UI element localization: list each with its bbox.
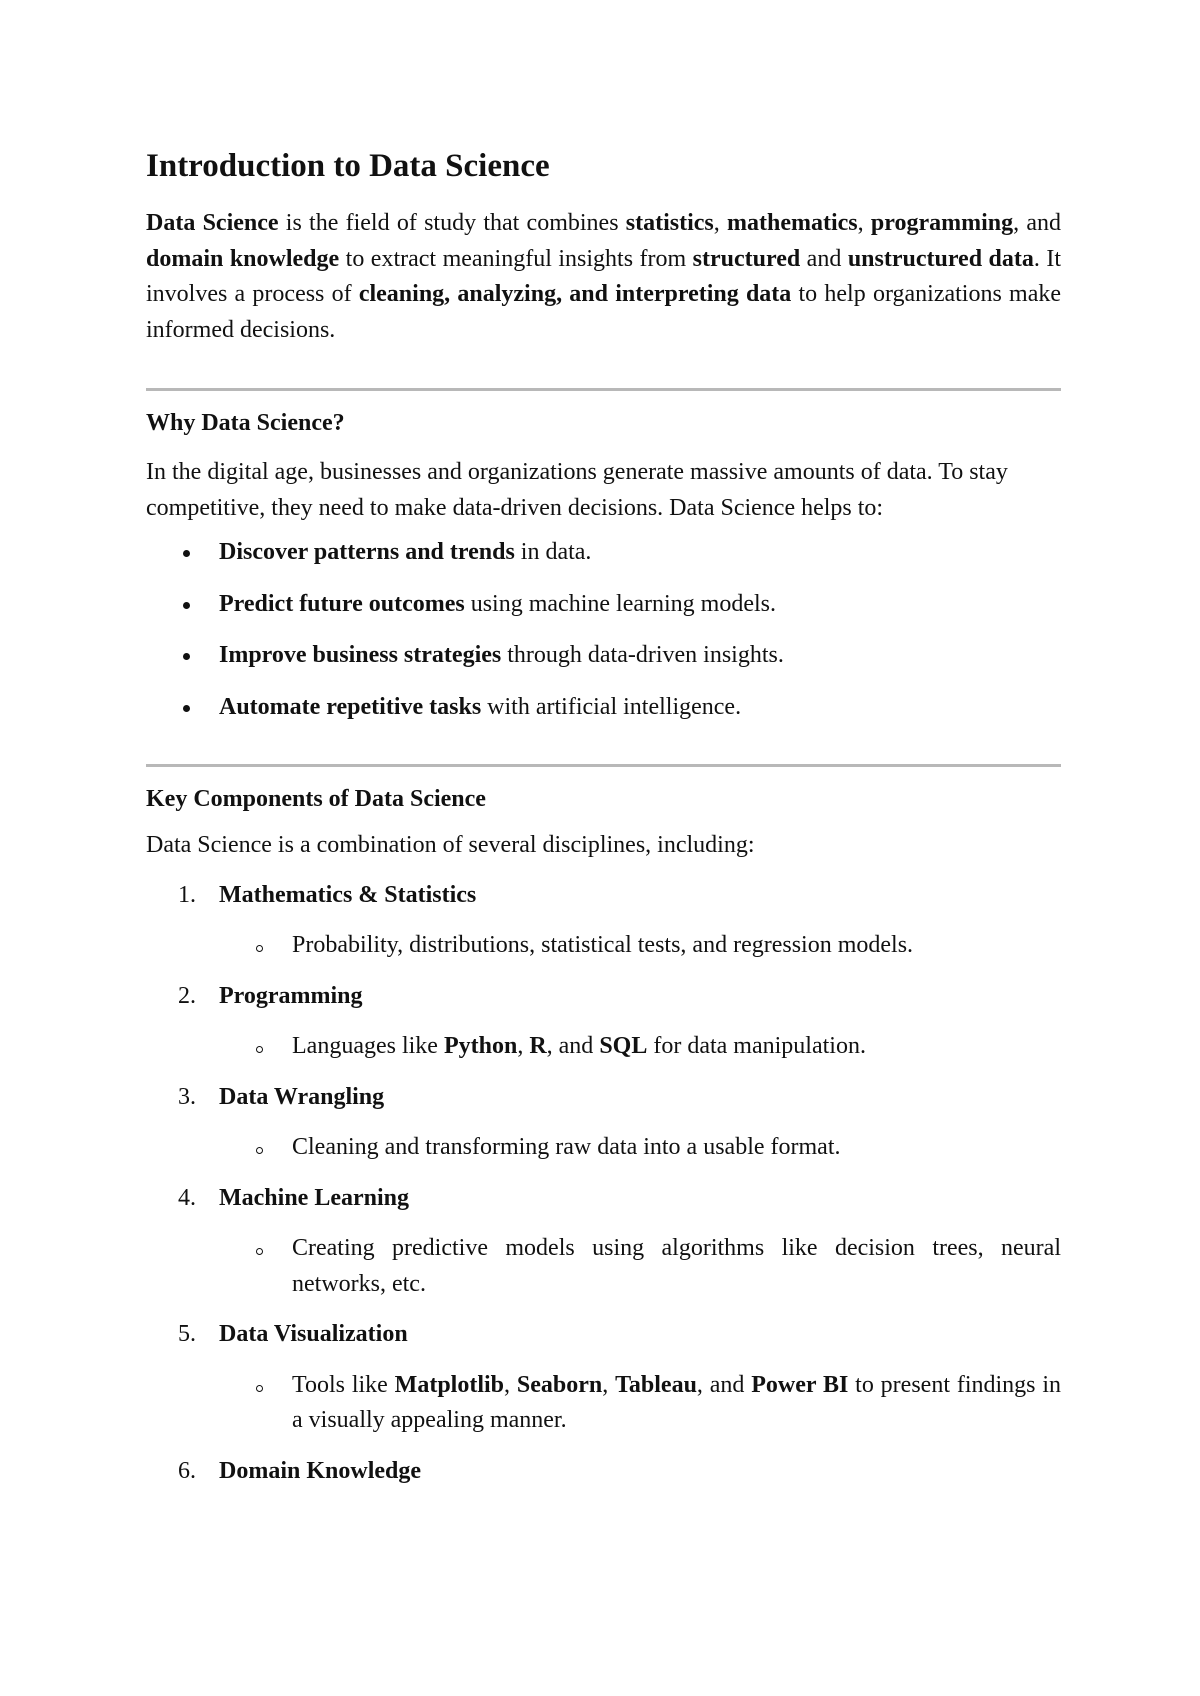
sub-item-text: , xyxy=(504,1371,517,1398)
sub-list-item xyxy=(219,928,1061,964)
sub-item-bold: Matplotlib xyxy=(394,1371,505,1398)
bullet-icon xyxy=(183,705,190,712)
item-label: Programming xyxy=(219,982,363,1009)
list-item xyxy=(146,638,1061,674)
sub-item-text: , xyxy=(517,1033,530,1059)
sub-item-text: Tools like xyxy=(292,1371,395,1398)
sub-item-bold: Python xyxy=(443,1033,518,1059)
key-components-list xyxy=(146,878,1061,1490)
sub-list-item xyxy=(219,1130,1061,1166)
intro-text: . It involves a process of xyxy=(146,245,1062,307)
sub-item-text: for data manipulation. xyxy=(647,1033,866,1059)
intro-text: unstructured data xyxy=(847,245,1034,272)
intro-text: domain knowledge xyxy=(146,245,340,272)
page-title: Introduction to Data Science xyxy=(146,148,550,184)
numbered-item xyxy=(146,1317,1061,1439)
sub-list xyxy=(219,1029,1061,1065)
numbered-item xyxy=(146,1181,1061,1303)
numbered-item xyxy=(146,1080,1061,1166)
sub-item-text: Cleaning and transforming raw data into a usable format. xyxy=(292,1134,841,1160)
item-number: 4. xyxy=(178,1184,196,1211)
list-item-bold: Automate repetitive tasks xyxy=(219,693,482,720)
bullet-icon xyxy=(183,602,190,609)
sub-list-item xyxy=(219,1029,1061,1065)
section-divider xyxy=(146,764,1061,767)
intro-text: to help organizations make informed decisions. xyxy=(146,281,1061,343)
intro-text: , xyxy=(857,210,871,236)
sub-item-bold: R xyxy=(529,1033,547,1059)
why-paragraph: In the digital age, businesses and organizations generate massive amounts of data. To stay competitive, they need to make data-driven decisions. Data Science helps to: xyxy=(146,459,1008,521)
bullet-icon xyxy=(183,550,190,557)
circle-bullet-icon xyxy=(256,1046,263,1053)
document-content xyxy=(146,138,1061,1504)
intro-text: statistics xyxy=(625,210,714,236)
sub-item-bold: Seaborn xyxy=(516,1371,603,1398)
numbered-item xyxy=(146,878,1061,964)
sub-item-text: , and xyxy=(546,1033,600,1059)
item-number: 6. xyxy=(178,1457,196,1484)
item-label: Machine Learning xyxy=(219,1184,409,1211)
item-number: 2. xyxy=(178,982,196,1009)
sub-item-text: to present findings in a visually appealing manner. xyxy=(292,1371,1062,1433)
intro-text: mathematics xyxy=(727,210,858,236)
sub-list xyxy=(219,1368,1061,1439)
intro-text: is the field of study that combines xyxy=(278,210,626,236)
list-item-text: using machine learning models. xyxy=(464,590,776,617)
sub-list-item xyxy=(219,1368,1061,1439)
sub-list xyxy=(219,1231,1061,1302)
intro-text: Data Science xyxy=(146,210,279,236)
sub-item-bold: Tableau xyxy=(615,1371,697,1398)
list-item-text: in data. xyxy=(514,539,592,565)
intro-text: , and xyxy=(1013,210,1062,236)
list-item-bold: Predict future outcomes xyxy=(219,590,465,617)
item-label: Mathematics & Statistics xyxy=(219,881,477,908)
sub-item-text: Probability, distributions, statistical tests, and regression models. xyxy=(292,932,914,958)
intro-paragraph xyxy=(146,206,1061,348)
list-item xyxy=(146,535,1061,571)
circle-bullet-icon xyxy=(256,1147,263,1154)
sub-item-bold: SQL xyxy=(599,1033,648,1059)
list-item-text: with artificial intelligence. xyxy=(481,693,742,720)
sub-item-text: Languages like xyxy=(292,1033,444,1059)
numbered-item xyxy=(146,979,1061,1065)
item-number: 3. xyxy=(178,1083,196,1110)
intro-text: structured xyxy=(692,245,801,272)
sub-list xyxy=(219,1130,1061,1166)
sub-item-text: , xyxy=(602,1371,616,1398)
item-label: Data Wrangling xyxy=(219,1083,385,1110)
list-item xyxy=(146,587,1061,623)
intro-text: to extract meaningful insights from xyxy=(339,245,693,272)
numbered-item xyxy=(146,1454,1061,1490)
list-item-text: through data-driven insights. xyxy=(501,642,784,668)
list-item xyxy=(146,690,1061,726)
intro-text: programming xyxy=(870,210,1014,236)
list-item-bold: Improve business strategies xyxy=(219,642,502,668)
circle-bullet-icon xyxy=(256,1385,263,1392)
sub-item-text: , and xyxy=(696,1371,752,1398)
sub-list xyxy=(219,928,1061,964)
list-item-bold: Discover patterns and trends xyxy=(219,539,515,565)
item-number: 5. xyxy=(178,1321,196,1347)
key-components-heading: Key Components of Data Science xyxy=(146,786,486,812)
sub-item-bold: Power BI xyxy=(751,1371,849,1398)
item-label: Data Visualization xyxy=(219,1321,408,1347)
circle-bullet-icon xyxy=(256,945,263,952)
sub-item-text: Creating predictive models using algorithms like decision trees, neural networks, etc. xyxy=(292,1235,1061,1297)
sub-list-item xyxy=(219,1231,1061,1302)
item-label: Domain Knowledge xyxy=(219,1457,422,1484)
intro-text: cleaning, analyzing, and interpreting data xyxy=(358,281,792,307)
circle-bullet-icon xyxy=(256,1248,263,1255)
bullet-icon xyxy=(183,653,190,660)
item-number: 1. xyxy=(178,881,196,908)
intro-text: and xyxy=(800,245,848,272)
why-bullet-list xyxy=(146,535,1061,725)
key-components-paragraph: Data Science is a combination of several disciplines, including: xyxy=(146,832,755,858)
why-heading: Why Data Science? xyxy=(146,410,345,436)
intro-text: , xyxy=(713,210,728,236)
section-divider xyxy=(146,388,1061,391)
